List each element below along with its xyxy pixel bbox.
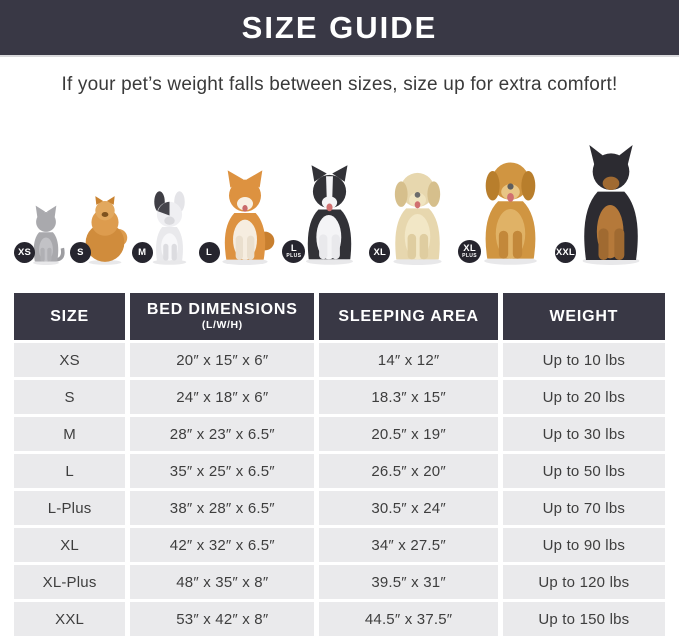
header-label: SIZE bbox=[50, 307, 89, 325]
doberman-image bbox=[561, 145, 661, 265]
table-cell: Up to 70 lbs bbox=[503, 491, 665, 525]
table-header-weight bbox=[503, 293, 665, 340]
size-badge-xxl bbox=[555, 242, 576, 263]
table-cell: 20.5″ x 19″ bbox=[319, 417, 497, 451]
table-cell: XXL bbox=[14, 602, 125, 636]
pet-figure-l-plus bbox=[288, 165, 371, 265]
size-badge-label: L bbox=[206, 246, 213, 258]
table-cell: 48″ x 35″ x 8″ bbox=[130, 565, 314, 599]
table-cell: L-Plus bbox=[14, 491, 125, 525]
table-cell: 30.5″ x 24″ bbox=[319, 491, 497, 525]
table-cell: XS bbox=[14, 343, 125, 377]
size-badge-m bbox=[132, 242, 153, 263]
size-badge-label: XL bbox=[373, 246, 386, 258]
size-badge-sublabel: PLUS bbox=[462, 253, 478, 260]
table-cell: XL-Plus bbox=[14, 565, 125, 599]
size-badge-label: L bbox=[290, 242, 297, 254]
table-cell: XL bbox=[14, 528, 125, 562]
table-cell: Up to 10 lbs bbox=[503, 343, 665, 377]
size-guide-banner bbox=[0, 0, 679, 57]
table-cell: 38″ x 28″ x 6.5″ bbox=[130, 491, 314, 525]
subtitle: If your pet’s weight falls between sizes, size up for extra comfort! bbox=[61, 74, 618, 95]
size-badge-label: XS bbox=[17, 246, 32, 258]
table-header-size bbox=[14, 293, 125, 340]
table-cell: Up to 50 lbs bbox=[503, 454, 665, 488]
header-label: SLEEPING AREA bbox=[338, 307, 479, 325]
size-badge-xl-plus bbox=[458, 240, 481, 263]
table-cell: Up to 30 lbs bbox=[503, 417, 665, 451]
pet-figure-s bbox=[76, 195, 134, 265]
size-badge-xs bbox=[14, 242, 35, 263]
table-cell: 44.5″ x 37.5″ bbox=[319, 602, 497, 636]
table-cell: 53″ x 42″ x 8″ bbox=[130, 602, 314, 636]
pet-figure-xxl bbox=[555, 145, 661, 265]
table-cell: 18.3″ x 15″ bbox=[319, 380, 497, 414]
pet-figure-xs bbox=[17, 203, 72, 265]
table-cell: M bbox=[14, 417, 125, 451]
table-cell: S bbox=[14, 380, 125, 414]
pet-figure-xl bbox=[375, 163, 460, 265]
header-sublabel: (L/W/H) bbox=[201, 319, 243, 332]
table-header-sleeping-area bbox=[319, 293, 497, 340]
table-cell: Up to 20 lbs bbox=[503, 380, 665, 414]
pet-figure-l bbox=[205, 169, 285, 265]
subtitle-wrap bbox=[0, 57, 679, 113]
table-cell: Up to 120 lbs bbox=[503, 565, 665, 599]
table-cell: 28″ x 23″ x 6.5″ bbox=[130, 417, 314, 451]
header-label: WEIGHT bbox=[549, 307, 619, 325]
table-cell: L bbox=[14, 454, 125, 488]
table-cell: 35″ x 25″ x 6.5″ bbox=[130, 454, 314, 488]
table-cell: 20″ x 15″ x 6″ bbox=[130, 343, 314, 377]
table-cell: 14″ x 12″ bbox=[319, 343, 497, 377]
pet-figure-m bbox=[138, 189, 201, 265]
size-badge-l bbox=[199, 242, 220, 263]
size-badge-sublabel: PLUS bbox=[286, 253, 302, 260]
pet-figure-xl-plus bbox=[464, 153, 557, 265]
table-cell: 24″ x 18″ x 6″ bbox=[130, 380, 314, 414]
table-cell: 34″ x 27.5″ bbox=[319, 528, 497, 562]
size-table bbox=[14, 293, 665, 636]
table-header-bed-dimensions bbox=[130, 293, 314, 340]
table-cell: 26.5″ x 20″ bbox=[319, 454, 497, 488]
header-label: BED DIMENSIONS bbox=[146, 301, 298, 319]
pets-row bbox=[0, 113, 679, 289]
size-badge-label: XL bbox=[463, 242, 476, 254]
size-badge-label: M bbox=[138, 246, 147, 258]
table-cell: 42″ x 32″ x 6.5″ bbox=[130, 528, 314, 562]
table-cell: Up to 150 lbs bbox=[503, 602, 665, 636]
table-cell: 39.5″ x 31″ bbox=[319, 565, 497, 599]
table-cell: Up to 90 lbs bbox=[503, 528, 665, 562]
size-badge-label: S bbox=[77, 246, 84, 258]
size-badge-s bbox=[70, 242, 91, 263]
size-badge-label: XXL bbox=[555, 246, 575, 258]
page-title: SIZE GUIDE bbox=[241, 9, 438, 45]
